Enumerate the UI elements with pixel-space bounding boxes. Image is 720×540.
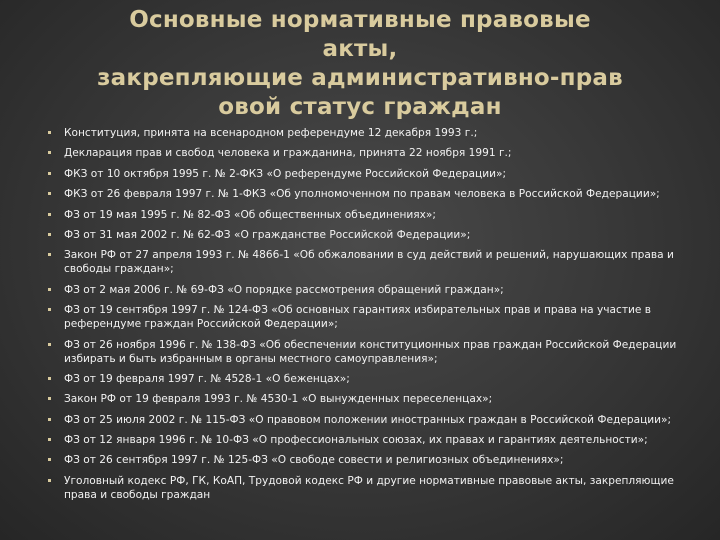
list-item-text: ФЗ от 19 февраля 1997 г. № 4528-1 «О беженцах»; <box>64 372 350 385</box>
list-item <box>46 453 682 467</box>
list-item <box>46 167 682 181</box>
list-item-text: Декларация прав и свобод человека и гражданина, принята 22 ноября 1991 г.; <box>64 147 512 160</box>
square-bullet-icon <box>48 253 51 256</box>
square-bullet-icon <box>48 343 51 346</box>
list-item-text: ФЗ от 19 сентября 1997 г. № 124-ФЗ «Об основных гарантиях избирательных прав и права на участие в референдуме граждан Российской Федерации»; <box>64 304 652 331</box>
title-line: закрепляющие административно-прав <box>97 65 623 91</box>
square-bullet-icon <box>48 308 51 311</box>
list-item <box>46 303 682 331</box>
title-line: акты, <box>322 36 398 62</box>
square-bullet-icon <box>48 458 51 461</box>
title-line: овой статус граждан <box>218 94 502 120</box>
list-item-text: ФЗ от 19 мая 1995 г. № 82-ФЗ «Об общественных объединениях»; <box>64 208 436 221</box>
list-item-text: ФЗ от 12 января 1996 г. № 10-ФЗ «О профессиональных союзах, их правах и гарантиях деятельности»; <box>64 434 648 447</box>
list-item <box>46 372 682 386</box>
square-bullet-icon <box>48 479 51 482</box>
square-bullet-icon <box>48 172 51 175</box>
list-item <box>46 283 682 297</box>
square-bullet-icon <box>48 397 51 400</box>
list-item-text: ФЗ от 26 ноября 1996 г. № 138-ФЗ «Об обеспечении конституционных прав граждан Российской Федерации избирать и быть избранным в органы местного самоуправления»; <box>64 338 677 365</box>
list-item <box>46 146 682 160</box>
list-item <box>46 248 682 276</box>
list-item <box>46 187 682 201</box>
list-item-text: ФЗ от 25 июля 2002 г. № 115-ФЗ «О правовом положении иностранных граждан в Российской Федерации»; <box>64 413 672 426</box>
list-item <box>46 228 682 242</box>
square-bullet-icon <box>48 192 51 195</box>
list-item-text: ФЗ от 2 мая 2006 г. № 69-ФЗ «О порядке рассмотрения обращений граждан»; <box>64 283 504 296</box>
list-item <box>46 413 682 427</box>
list-item <box>46 392 682 406</box>
square-bullet-icon <box>48 418 51 421</box>
square-bullet-icon <box>48 131 51 134</box>
square-bullet-icon <box>48 438 51 441</box>
list-item-text: Закон РФ от 19 февраля 1993 г. № 4530-1 «О вынужденных переселенцах»; <box>64 393 493 406</box>
list-item <box>46 338 682 366</box>
list-item-text: ФКЗ от 10 октября 1995 г. № 2-ФКЗ «О референдуме Российской Федерации»; <box>64 167 507 180</box>
list-item <box>46 208 682 222</box>
square-bullet-icon <box>48 233 51 236</box>
list-item-text: ФЗ от 26 сентября 1997 г. № 125-ФЗ «О свободе совести и религиозных объединениях»; <box>64 454 564 467</box>
list-item-text: Закон РФ от 27 апреля 1993 г. № 4866-1 «Об обжаловании в суд действий и решений, нарушающих права и свободы граждан»; <box>64 249 674 276</box>
square-bullet-icon <box>48 151 51 154</box>
list-item <box>46 433 682 447</box>
list-item <box>46 474 682 502</box>
list-item <box>46 126 682 140</box>
list-item-text: Конституция, принята на всенародном референдуме 12 декабря 1993 г.; <box>64 127 478 139</box>
list-item-text: ФКЗ от 26 февраля 1997 г. № 1-ФКЗ «Об уполномоченном по правам человека в Российской Федерации»; <box>64 188 660 201</box>
list-item-text: ФЗ от 31 мая 2002 г. № 62-ФЗ «О гражданстве Российской Федерации»; <box>64 228 471 241</box>
title-line: Основные нормативные правовые <box>129 7 591 33</box>
list-item-text: Уголовный кодекс РФ, ГК, КоАП, Трудовой кодекс РФ и другие нормативные правовые акты, закрепляющие права и свободы граждан <box>64 474 674 501</box>
legal-acts-list <box>46 126 682 508</box>
slide-title <box>20 6 700 122</box>
square-bullet-icon <box>48 288 51 291</box>
square-bullet-icon <box>48 213 51 216</box>
square-bullet-icon <box>48 377 51 380</box>
